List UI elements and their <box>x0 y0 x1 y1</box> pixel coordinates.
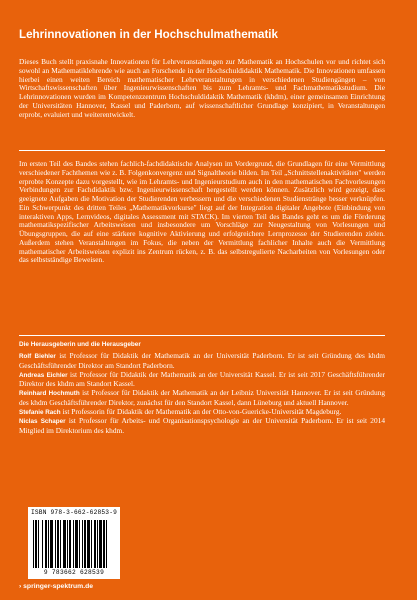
publisher-url: › springer-spektrum.de <box>19 583 94 590</box>
isbn-label: ISBN 978-3-662-62853-9 <box>30 509 118 516</box>
isbn-barcode <box>28 507 120 579</box>
editor-name: Andreas Eichler <box>19 371 68 379</box>
editor-name: Stefanie Rach <box>19 408 61 416</box>
editors-section <box>19 340 385 436</box>
editor-text: ist Professor für Didaktik der Mathematik an der Leibniz Universität Hannover. Er ist seit Gründung des khdm Geschäftsführender Direktor, zunächst für den Standort Kassel, dann Lüneburg und aktuell Hannover. <box>19 388 385 407</box>
barcode-icon <box>33 520 115 568</box>
editor-bio <box>19 371 385 390</box>
editor-text: ist Professor für Arbeits- und Organisationspsychologie an der Universität Paderborn. Er ist seit 2014 Mitglied im Direktorium des khdm. <box>19 416 385 435</box>
editor-text: ist Professor für Didaktik der Mathematik an der Universität Kassel. Er ist seit 2017 Geschäftsführender Direktor des khdm am Standort Kassel. <box>19 369 385 389</box>
editor-bio <box>19 417 385 436</box>
divider <box>19 335 385 336</box>
editor-name: Reinhard Hochmuth <box>19 390 80 397</box>
editor-text: ist Professor für Didaktik der Mathematik an der Universität Paderborn. Er ist seit Gründung des khdm Geschäftsführender Direktor am Standort Paderborn. <box>19 351 385 370</box>
editor-bio <box>19 389 385 408</box>
editors-heading: Die Herausgeberin und die Herausgeber <box>19 341 141 348</box>
editor-name: Rolf Biehler <box>19 353 56 360</box>
barcode-digits: 9 783662 628539 <box>43 569 105 576</box>
divider <box>19 150 385 151</box>
book-title: Lehrinnovationen in der Hochschulmathematik <box>19 28 278 41</box>
paragraph-text: Dieses Buch stellt praxisnahe Innovationen für Lehrveranstaltungen zur Mathematik an Hochschulen vor und richtet sich sowohl an Mathematiklehrende wie auch an Forschende in der Hochschuldidaktik Mathematik. Die Innovationen umfassen hierbei einen weiten Bereich mathematischer Lehrveranstaltungen in verschiedenen Studiengängen – von Wirtschaftswissenschaften über Ingenieurwissenschaften bis zum Lehramts- und Fachmathematikstudium. Die Lehrinnovationen wurden im Kompetenzzentrum Hochschuldidaktik Mathematik (khdm), einer gemeinsamen Einrichtung der Universitäten Hannover, Kassel und Paderborn, auf wissenschaftlicher Grundlage konzipiert, in Veranstaltungen erprobt, evaluiert und weiterentwickelt. <box>19 57 385 119</box>
description-paragraph-2 <box>19 160 385 265</box>
paragraph-text: Im ersten Teil des Bandes stehen fachlich-fachdidaktische Analysen im Vordergrund, die Grundlagen für eine Vermittlung verschiedener Fachthemen wie z. B. Folgenkonvergenz und Signaltheorie bilden. Im Teil „Schnittstellenaktivitäten" werden erprobte Konzepte dazu vorgestellt, wie im Lehramts- und Ingenieurstudium auch in den mathematischen Fachvorlesungen Verbindungen zur Fachdidaktik bzw. Ingenieurwissenschaft hergestellt werden können. Zusätzlich wird gezeigt, dass geeignete Aufgaben die Motivation der Studierenden verbessern und die verschiedenen Studienstränge besser verknüpfen. Ein Schwerpunkt des dritten Teiles „Mathematikvorkurse" liegt auf der Integration digitaler Angebote (Einbindung von interaktiven Apps, Lernvideos, digitales Assessment mit STACK). Im vierten Teil des Bandes geht es um die Förderung mathematikspezifischer Arbeitsweisen und insbesondere um Vorschläge zur Neugestaltung von Vorlesungen und Übungsgruppen, die auf eine stärkere kognitive Aktivierung und erfolgreichere Lernprozesse der Studierenden zielen. Außerdem stehen Veranstaltungen im Fokus, die neben der Vermittlung fachlicher Inhalte auch die Vermittlung mathematischer Arbeitsweisen explizit ins Zentrum rücken, z. B. das selbstregulierte Nacharbeiten von Vorlesungen oder das selbstständige Beweisen. <box>19 159 385 265</box>
editor-name: Niclas Schaper <box>19 418 66 426</box>
editor-bio <box>19 352 385 371</box>
description-paragraph-1 <box>19 58 385 119</box>
editor-text: ist Professorin für Didaktik der Mathematik an der Otto-von-Guericke-Universität Magdeburg. <box>62 406 342 416</box>
